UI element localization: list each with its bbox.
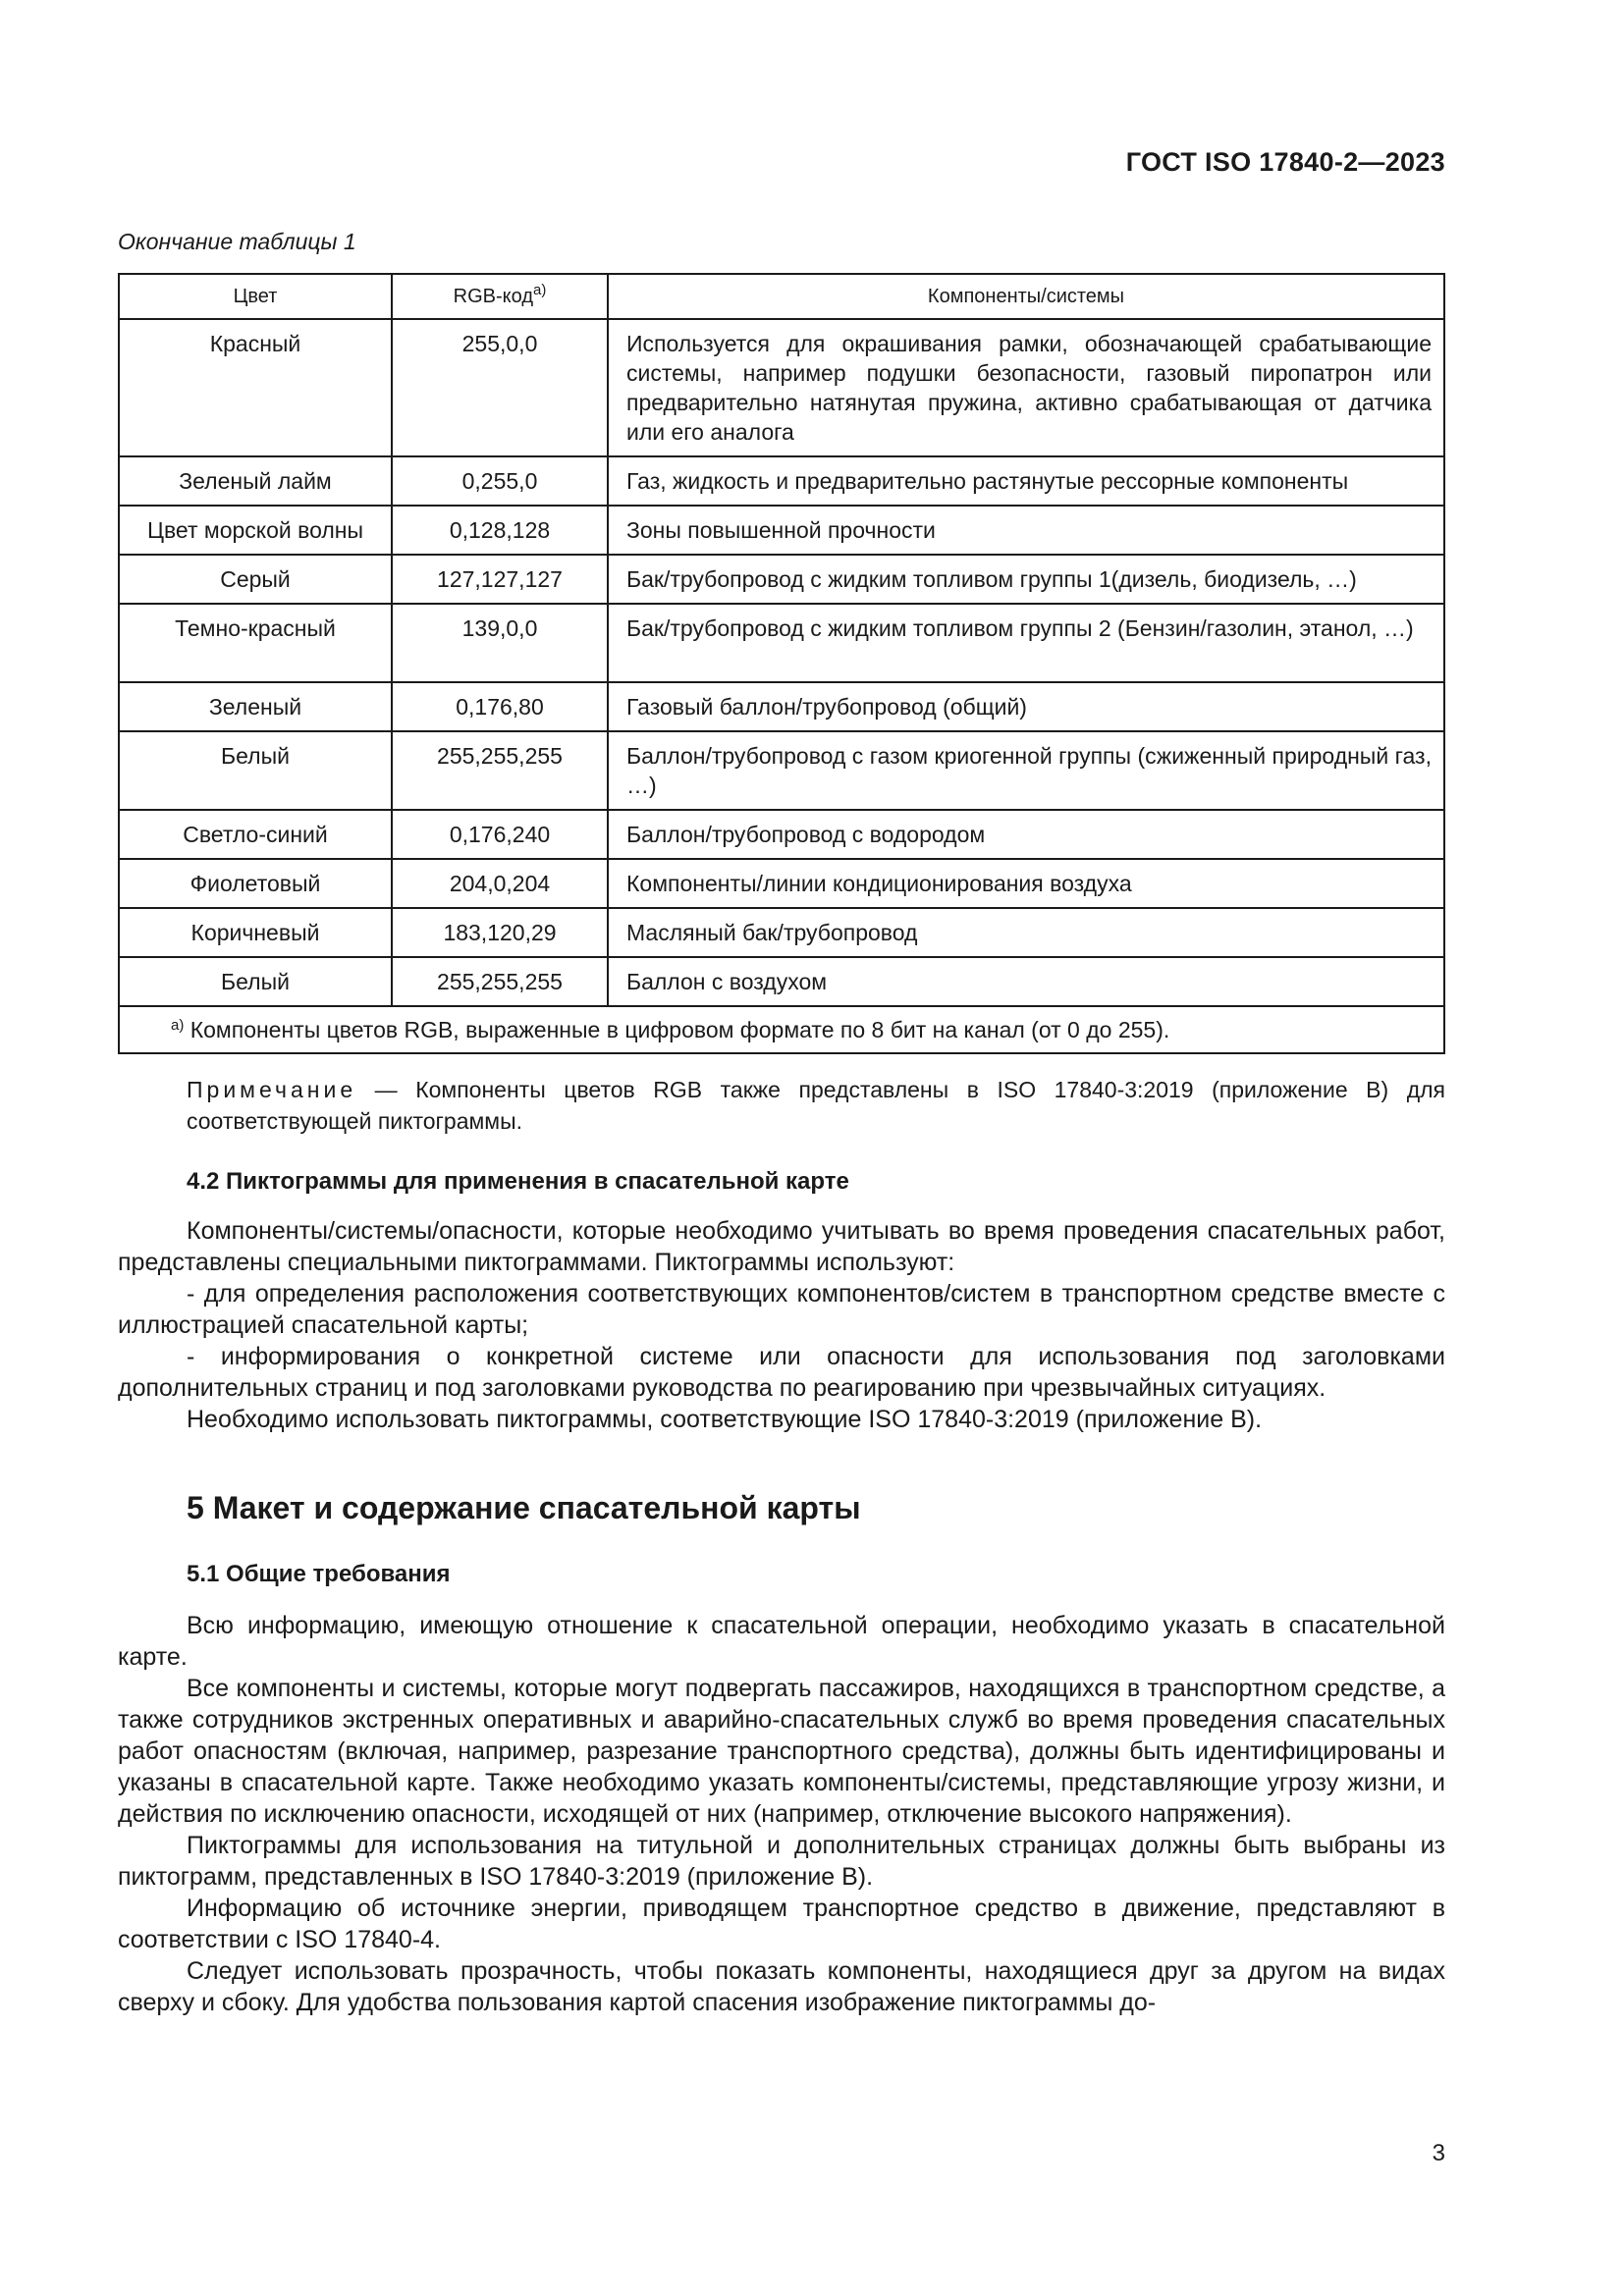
cell-components: Масляный бак/трубопровод [608,908,1444,957]
table-row [119,957,1444,1006]
cell-color: Темно-красный [119,604,392,682]
cell-rgb: 204,0,204 [392,859,608,908]
cell-color: Фиолетовый [119,859,392,908]
cell-components: Газовый баллон/трубопровод (общий) [608,682,1444,731]
section-5-1-body [118,1610,1445,2018]
cell-rgb: 255,255,255 [392,731,608,810]
paragraph: - информирования о конкретной системе или опасности для использования под заголовками дополнительных страниц и под заголовками руководства по реагированию при чрезвычайных ситуациях. [118,1343,1445,1402]
cell-color: Белый [119,957,392,1006]
section-heading-5-1: 5.1 Общие требования [187,1561,451,1587]
paragraph: Информацию об источнике энергии, приводящем транспортное средство в движение, представляют в соответствии с ISO 17840-4. [118,1895,1445,1953]
table-row [119,682,1444,731]
table-row [119,456,1444,506]
cell-rgb: 0,255,0 [392,456,608,506]
cell-rgb: 127,127,127 [392,555,608,604]
document-code: ГОСТ ISO 17840-2—2023 [1125,147,1445,177]
table-row [119,731,1444,810]
cell-components: Используется для окрашивания рамки, обозначающей срабатывающие системы, например подушки безопасности, газовый пиропатрон или предварительно натянутая пружина, активно срабатывающая от датчика или его аналога [608,319,1444,456]
paragraph: Всю информацию, имеющую отношение к спасательной операции, необходимо указать в спасательной карте. [118,1612,1445,1671]
table-footnote [119,1006,1444,1053]
table-row [119,859,1444,908]
cell-rgb: 0,176,80 [392,682,608,731]
column-header-color: Цвет [119,274,392,319]
color-table [118,273,1445,1054]
section-4-2-body [118,1215,1445,1435]
note-text: — Компоненты цветов RGB также представлены в ISO 17840-3:2019 (приложение В) для соответствующей пиктограммы. [187,1077,1445,1134]
cell-components: Зоны повышенной прочности [608,506,1444,555]
footnote-marker: а) [171,1017,185,1034]
paragraph: Все компоненты и системы, которые могут подвергать пассажиров, находящихся в транспортном средстве, а также сотрудников экстренных оперативных и аварийно-спасательных служб во время проведения спасательных работ опасностям (включая, например, разрезание транспортного средства), должны быть идентифицированы и указаны в спасательной карте. Также необходимо указать компоненты/системы, представляющие угрозу жизни, и действия по исключению опасности, исходящей от них (например, отключение высокого напряжения). [118,1675,1445,1828]
cell-rgb: 0,176,240 [392,810,608,859]
cell-color: Серый [119,555,392,604]
cell-components: Баллон/трубопровод с газом криогенной группы (сжиженный природный газ, …) [608,731,1444,810]
column-header-rgb: RGB-код$^{а)}$ [392,274,608,319]
paragraph: Необходимо использовать пиктограммы, соответствующие ISO 17840-3:2019 (приложение В). [187,1406,1263,1433]
cell-color: Белый [119,731,392,810]
cell-color: Светло-синий [119,810,392,859]
cell-rgb: 255,0,0 [392,319,608,456]
table-row [119,506,1444,555]
cell-components: Компоненты/линии кондиционирования воздуха [608,859,1444,908]
cell-rgb: 139,0,0 [392,604,608,682]
footnote-text: Компоненты цветов RGB, выраженные в цифровом формате по 8 бит на канал (от 0 до 255). [189,1017,1170,1042]
cell-components: Бак/трубопровод с жидким топливом группы 2 (Бензин/газолин, этанол, …) [608,604,1444,682]
paragraph: Компоненты/системы/опасности, которые необходимо учитывать во время проведения спасательных работ, представлены специальными пиктограммами. Пиктограммы используют: [118,1217,1445,1276]
cell-rgb: 255,255,255 [392,957,608,1006]
table-row [119,555,1444,604]
cell-components: Баллон с воздухом [608,957,1444,1006]
cell-color: Красный [119,319,392,456]
cell-rgb: 0,128,128 [392,506,608,555]
table-row [119,604,1444,682]
table-caption: Окончание таблицы 1 [118,229,356,254]
cell-color: Коричневый [119,908,392,957]
cell-color: Цвет морской волны [119,506,392,555]
section-heading-4-2: 4.2 Пиктограммы для применения в спасательной карте [187,1168,849,1195]
table-header-row [119,274,1444,319]
footnote-marker: а) [532,282,547,298]
cell-components: Баллон/трубопровод с водородом [608,810,1444,859]
table-row [119,908,1444,957]
paragraph: Следует использовать прозрачность, чтобы показать компоненты, находящиеся друг за другом на видах сверху и сбоку. Для удобства пользования картой спасения изображение пиктограммы до- [118,1957,1445,2016]
column-header-components: Компоненты/системы [608,274,1444,319]
note-label: Примечание [187,1077,357,1102]
paragraph: - для определения расположения соответствующих компонентов/систем в транспортном средстве вместе с иллюстрацией спасательной карты; [118,1280,1445,1339]
cell-color: Зеленый [119,682,392,731]
cell-components: Бак/трубопровод с жидким топливом группы 1(дизель, биодизель, …) [608,555,1444,604]
table-footnote-row [119,1006,1444,1053]
cell-components: Газ, жидкость и предварительно растянутые рессорные компоненты [608,456,1444,506]
cell-rgb: 183,120,29 [392,908,608,957]
table-row [119,810,1444,859]
paragraph: Пиктограммы для использования на титульной и дополнительных страницах должны быть выбраны из пиктограмм, представленных в ISO 17840-3:2019 (приложение В). [118,1832,1445,1891]
cell-color: Зеленый лайм [119,456,392,506]
table-row [119,319,1444,456]
table-note [118,1074,1445,1137]
page-number: 3 [1432,2140,1445,2166]
section-heading-5: 5 Макет и содержание спасательной карты [187,1490,861,1525]
